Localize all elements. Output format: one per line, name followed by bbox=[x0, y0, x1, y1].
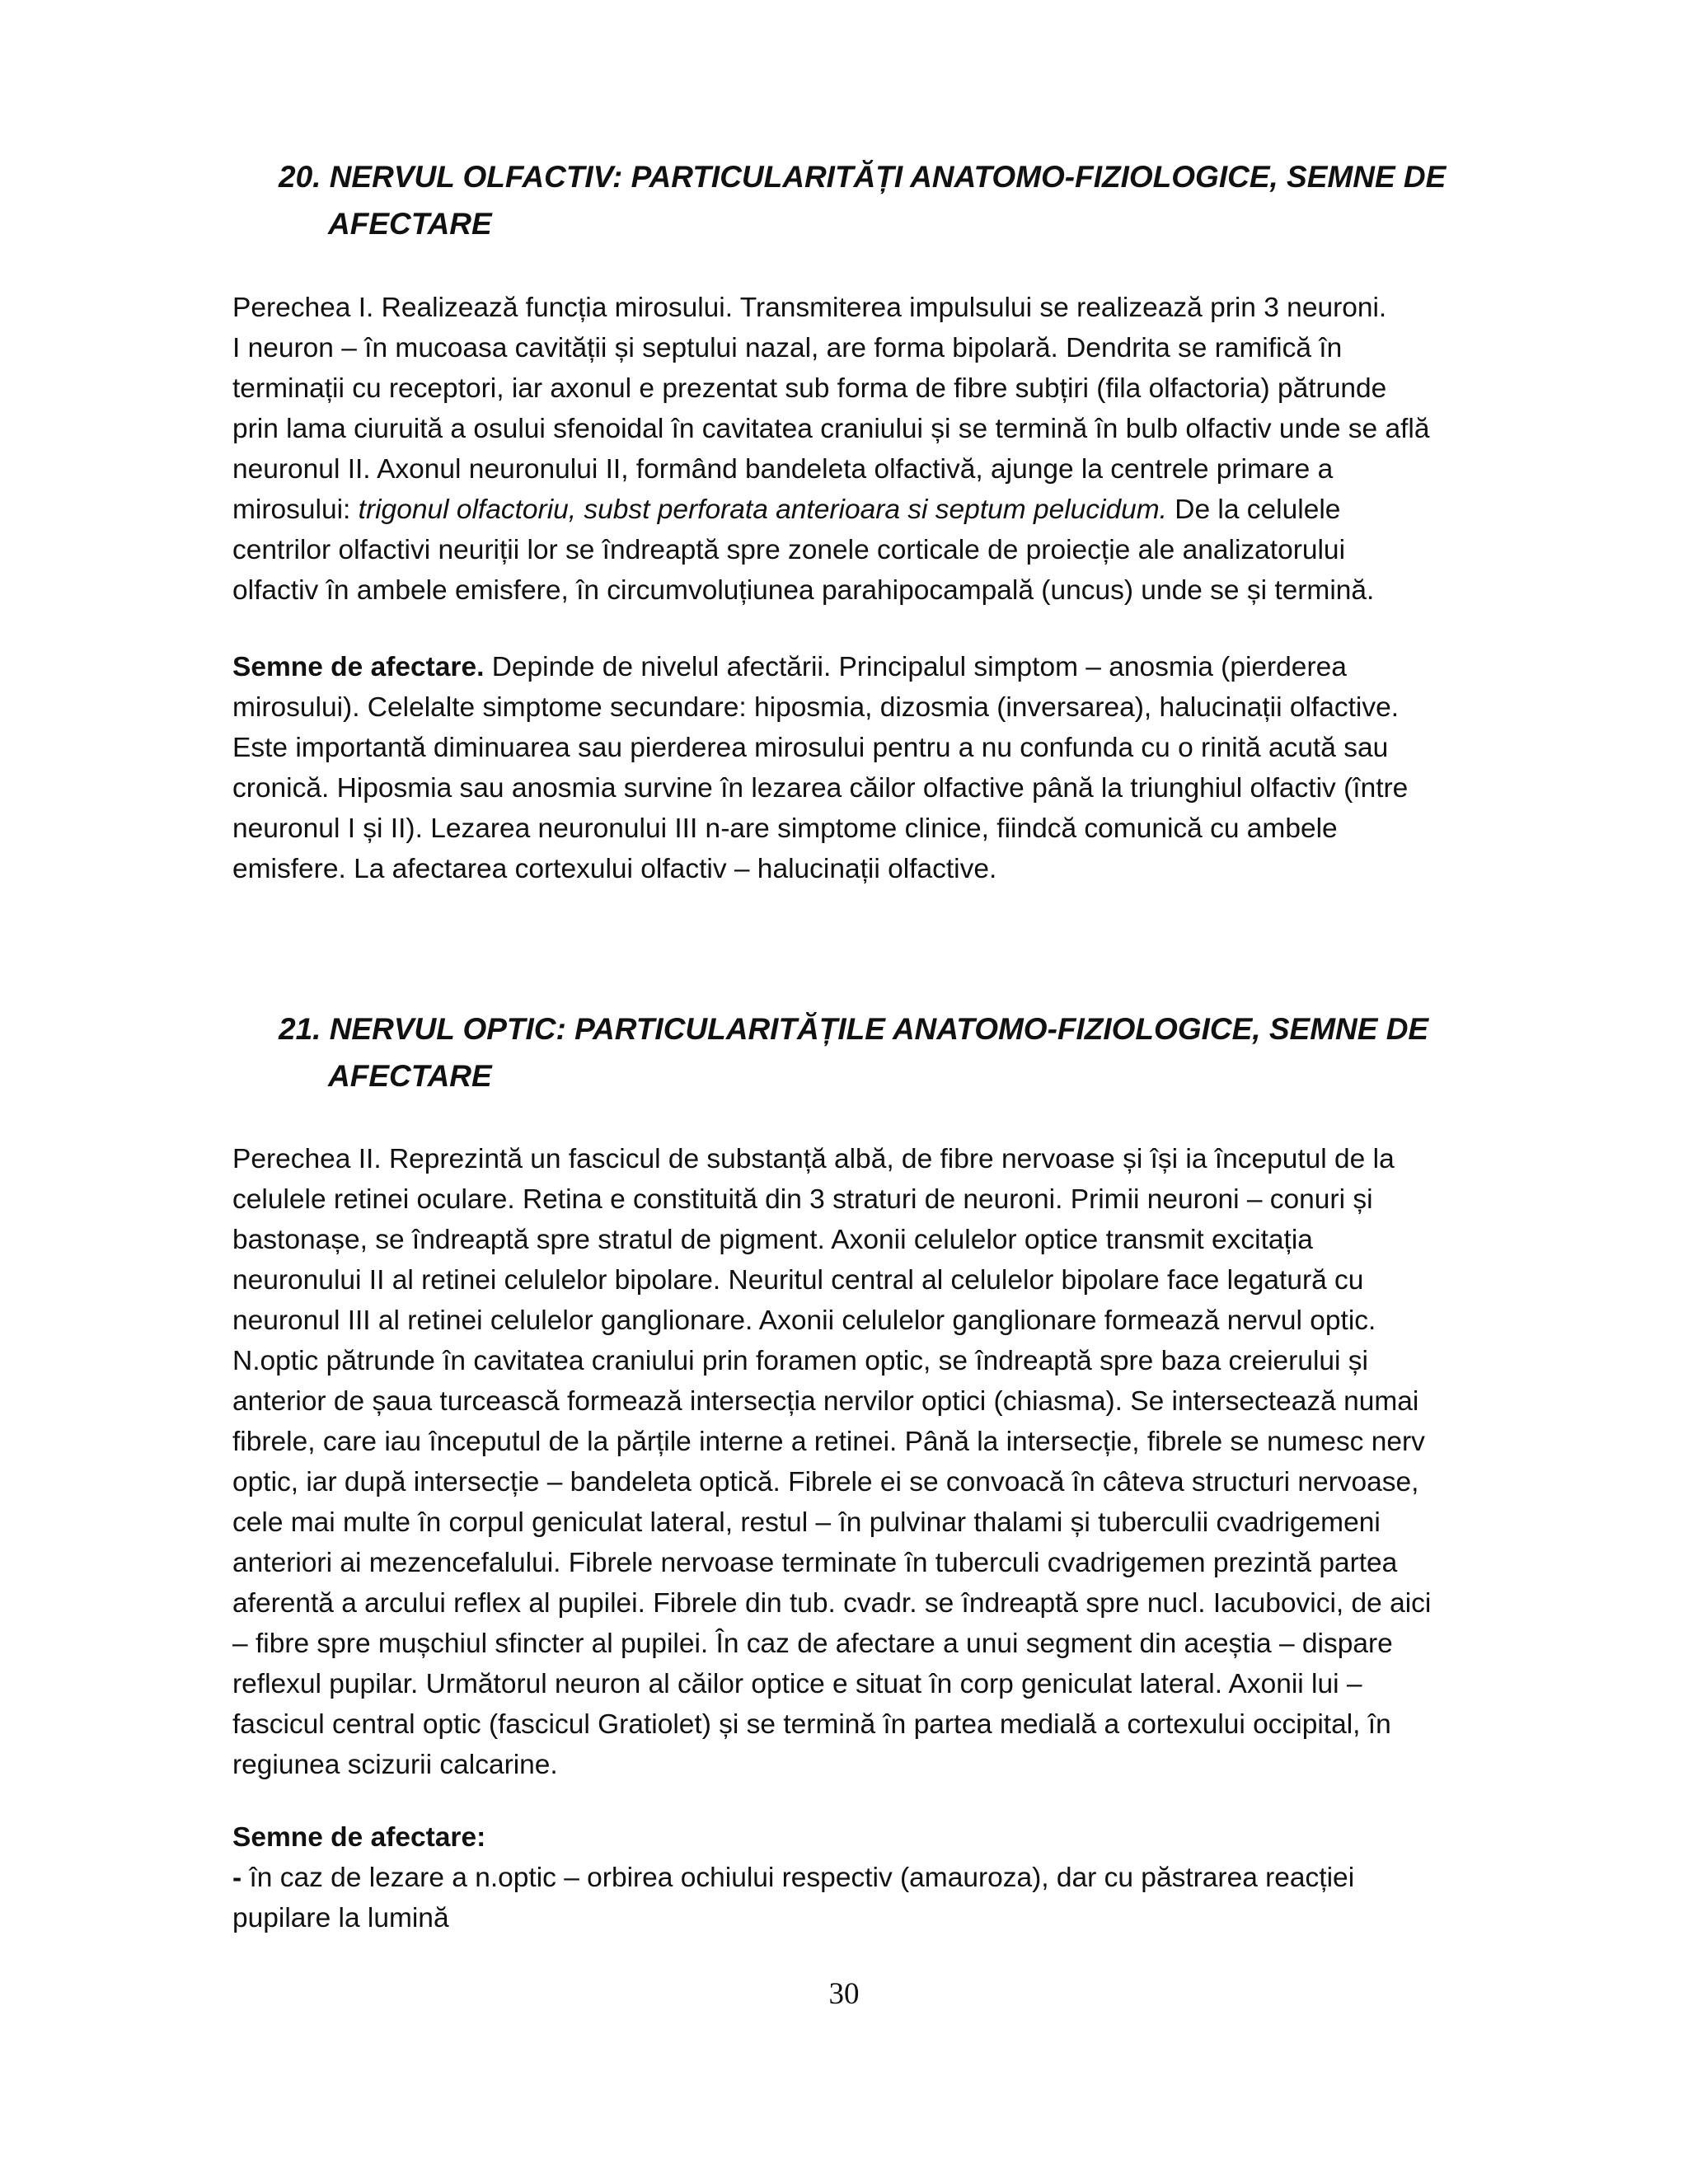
text-line: Perechea I. Realizează funcția mirosului. Transmiterea impulsului se realizează prin 3 neuroni. bbox=[232, 293, 1387, 323]
text-line: bastonașe, se îndreaptă spre stratul de pigment. Axonii celulelor optice transmit excitația bbox=[232, 1225, 1313, 1255]
text-line: olfactiv în ambele emisfere, în circumvoluțiunea parahipocampală (uncus) unde se și termină. bbox=[232, 575, 1375, 606]
text-line: fascicul central optic (fascicul Gratiolet) și se termină în partea medială a cortexului occipital, în bbox=[232, 1709, 1391, 1740]
text-line bbox=[232, 490, 1568, 530]
text-line: emisfere. La afectarea cortexului olfactiv – halucinații olfactive. bbox=[232, 854, 997, 884]
text-line: – fibre spre mușchiul sfincter al pupilei. În caz de afectare a unui segment din aceștia – dispare bbox=[232, 1629, 1393, 1659]
text-line: neuronul II. Axonul neuronului II, formând bandeleta olfactivă, ajunge la centrele primare a bbox=[232, 454, 1334, 485]
text-line: celulele retinei oculare. Retina e constituită din 3 straturi de neuroni. Primii neuroni – conuri și bbox=[232, 1184, 1373, 1215]
text-line: cronică. Hiposmia sau anosmia survine în lezarea căilor olfactive până la triunghiul olfactiv (între bbox=[232, 773, 1409, 804]
section-21-paragraph-2 bbox=[232, 1817, 1568, 1938]
text-line: neuronul III al retinei celulelor ganglionare. Axonii celulelor ganglionare formează nervul optic. bbox=[232, 1305, 1376, 1336]
text-line: cele mai multe în corpul geniculat lateral, restul – în pulvinar thalami și tuberculii cvadrigemeni bbox=[232, 1507, 1381, 1538]
list-dash: - bbox=[232, 1863, 242, 1893]
text-line: N.optic pătrunde în cavitatea craniului prin foramen optic, se îndreaptă spre baza creierului și bbox=[232, 1346, 1368, 1376]
subheading-semne-de-afectare: Semne de afectare: bbox=[232, 1822, 486, 1853]
text-run: în caz de lezare a n.optic – orbirea ochiului respectiv (amauroza), dar cu păstrarea reacției bbox=[241, 1863, 1355, 1893]
text-line: optic, iar după intersecție – bandeleta optică. Fibrele ei se convoacă în câteva structuri nervoase, bbox=[232, 1467, 1419, 1497]
text-line: fibrele, care iau începutul de la părțile interne a retinei. Până la intersecție, fibrele se numesc nerv bbox=[232, 1427, 1425, 1457]
text-line: mirosului). Celelalte simptome secundare: hiposmia, dizosmia (inversarea), halucinații olfactive. bbox=[232, 692, 1400, 723]
text-line: terminații cu receptori, iar axonul e prezentat sub forma de fibre subțiri (fila olfactoria) pătrunde bbox=[232, 373, 1387, 404]
subheading-semne-de-afectare: Semne de afectare. bbox=[232, 652, 485, 682]
section-20-title bbox=[279, 153, 1564, 247]
section-21-title-line1: 21. NERVUL OPTIC: PARTICULARITĂȚILE ANATOMO-FIZIOLOGICE, SEMNE DE bbox=[279, 1012, 1429, 1046]
section-21-paragraph-1 bbox=[232, 1139, 1568, 1785]
text-line: anteriori ai mezencefalului. Fibrele nervoase terminate în tuberculi cvadrigemen prezintă partea bbox=[232, 1548, 1398, 1578]
section-20-title-line1: 20. NERVUL OLFACTIV: PARTICULARITĂȚI ANATOMO-FIZIOLOGICE, SEMNE DE bbox=[279, 160, 1447, 194]
text-run: mirosului: bbox=[232, 494, 359, 525]
text-line: regiunea scizurii calcarine. bbox=[232, 1750, 558, 1780]
section-21-title bbox=[279, 1005, 1564, 1099]
text-line: Este importantă diminuarea sau pierderea mirosului pentru a nu confunda cu o rinită acută sau bbox=[232, 733, 1389, 763]
section-20-paragraph-2 bbox=[232, 647, 1568, 889]
text-line bbox=[232, 1858, 1568, 1898]
text-line: reflexul pupilar. Următorul neuron al căilor optice e situat în corp geniculat lateral. Axonii lui – bbox=[232, 1669, 1362, 1699]
text-line: neuronului II al retinei celulelor bipolare. Neuritul central al celulelor bipolare face legatură cu bbox=[232, 1265, 1364, 1296]
text-line: pupilare la lumină bbox=[232, 1903, 449, 1933]
text-line: aferentă a arcului reflex al pupilei. Fibrele din tub. cvadr. se îndreaptă spre nucl. Iacubovici, de aici bbox=[232, 1588, 1432, 1619]
text-line: prin lama ciuruită a osului sfenoidal în cavitatea craniului și se termină în bulb olfactiv unde se află bbox=[232, 414, 1430, 444]
text-line: neuronul I și II). Lezarea neuronului III n-are simptome clinice, fiindcă comunică cu ambele bbox=[232, 813, 1338, 844]
section-20-title-line2: AFECTARE bbox=[328, 207, 492, 241]
text-run: De la celulele bbox=[1166, 494, 1341, 525]
italic-term-list: trigonul olfactoriu, subst perforata anterioara si septum pelucidum. bbox=[358, 494, 1167, 525]
text-run: Depinde de nivelul afectării. Principalul simptom – anosmia (pierderea bbox=[484, 652, 1347, 682]
section-20-paragraph-1 bbox=[232, 288, 1568, 611]
text-line: Perechea II. Reprezintă un fascicul de substanță albă, de fibre nervoase și își ia începutul de la bbox=[232, 1144, 1395, 1174]
section-21-title-line2: AFECTARE bbox=[328, 1059, 492, 1093]
text-line: anterior de șaua turcească formează intersecția nervilor optici (chiasma). Se intersectează numai bbox=[232, 1386, 1419, 1417]
text-line: centrilor olfactivi neuriții lor se îndreaptă spre zonele corticale de proiecție ale analizatorului bbox=[232, 535, 1346, 565]
text-line: I neuron – în mucoasa cavității și septului nazal, are forma bipolară. Dendrita se ramifică în bbox=[232, 333, 1343, 363]
text-line bbox=[232, 647, 1568, 687]
page-number: 30 bbox=[828, 1977, 860, 2011]
